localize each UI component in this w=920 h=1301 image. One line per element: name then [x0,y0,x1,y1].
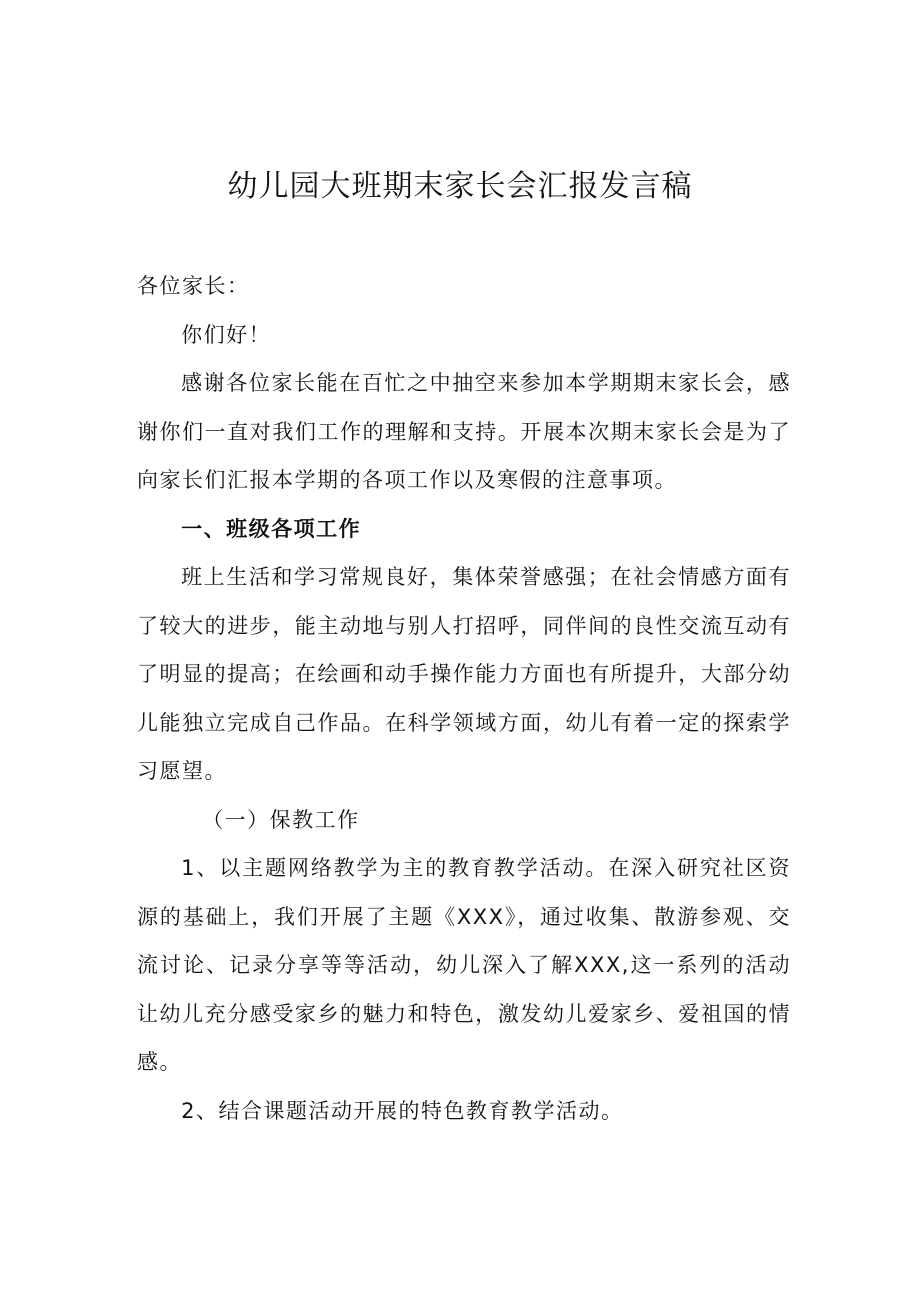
section-heading-class-work: 一、班级各项工作 [181,516,362,541]
subsection-heading-care-education: （一）保教工作 [202,807,360,832]
salutation: 各位家长： [137,274,250,298]
item-1-paragraph: 1、以主题网络教学为主的教育教学活动。在深入研究社区资源的基础上，我们开展了主题《XXX》，通过收集、散游参观、交流讨论、记录分享等等活动，幼儿深入了解XXX,这一系列的活动让幼儿充分感受家乡的魅力和特色，激发幼儿爱家乡、爱祖国的情感。 [137,856,791,1074]
greeting: 你们好！ [181,322,272,347]
document-body [137,262,791,1135]
document-title: 幼儿园大班期末家长会汇报发言稿 [227,169,693,204]
intro-paragraph: 感谢各位家长能在百忙之中抽空来参加本学期期末家长会，感谢你们一直对我们工作的理解和支持。开展本次期末家长会是为了向家长们汇报本学期的各项工作以及寒假的注意事项。 [137,371,791,492]
class-work-paragraph: 班上生活和学习常规良好，集体荣誉感强；在社会情感方面有了较大的进步，能主动地与别人打招呼，同伴间的良性交流互动有了明显的提高；在绘画和动手操作能力方面也有所提升，大部分幼儿能独立完成自己作品。在科学领域方面，幼儿有着一定的探索学习愿望。 [137,565,791,783]
item-2-paragraph: 2、结合课题活动开展的特色教育教学活动。 [181,1098,624,1123]
